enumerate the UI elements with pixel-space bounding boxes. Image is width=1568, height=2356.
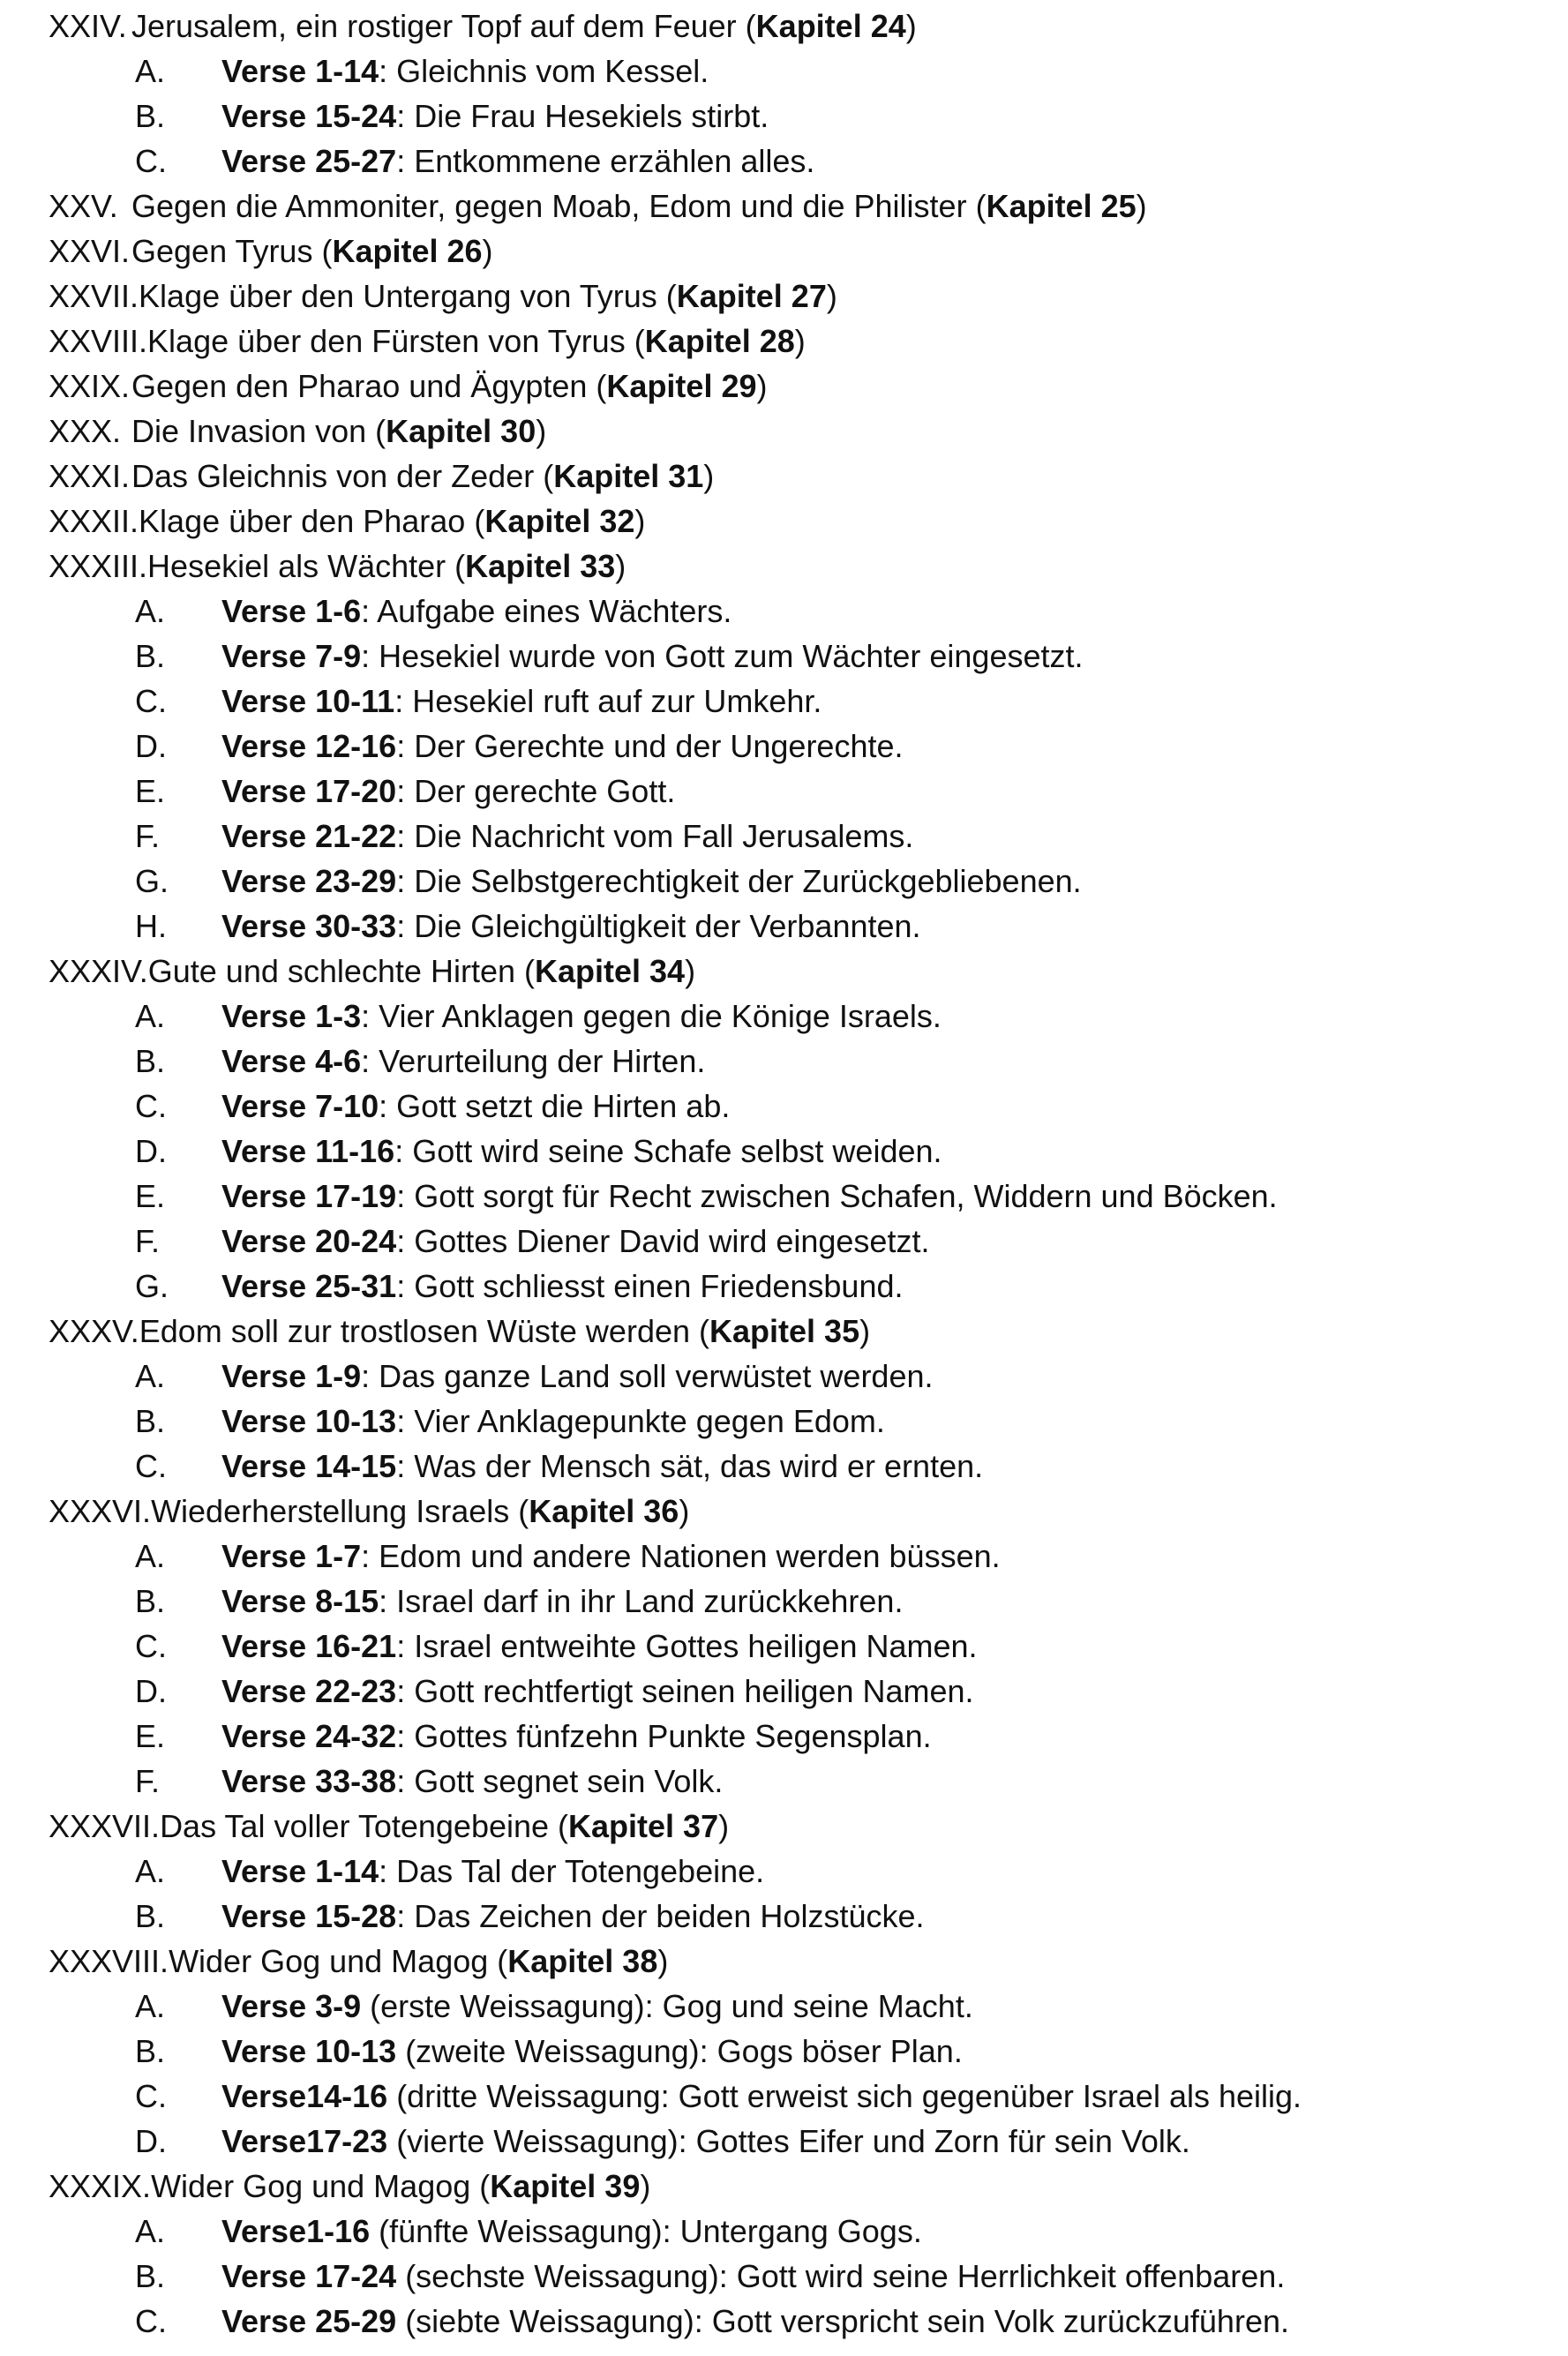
outline-item xyxy=(135,634,1084,679)
outline-item xyxy=(135,1219,929,1264)
verse-range: Verse 3-9 xyxy=(221,1988,362,2024)
item-text: : Verurteilung der Hirten. xyxy=(361,1043,706,1079)
outline-item xyxy=(135,1399,885,1444)
outline-item xyxy=(135,679,822,724)
section-numeral: XXXI. xyxy=(49,458,131,494)
item-text: (sechste Weissagung): Gott wird seine Herrlichkeit offenbaren. xyxy=(396,2258,1286,2294)
outline-item xyxy=(135,1714,932,1759)
outline-item xyxy=(135,1849,764,1894)
verse-range: Verse14-16 xyxy=(221,2078,388,2114)
outline-item xyxy=(135,2119,1190,2164)
item-letter: C. xyxy=(135,683,167,719)
outline-item xyxy=(135,139,814,184)
section-numeral: XXXIX. xyxy=(49,2168,152,2204)
verse-range: Verse 12-16 xyxy=(221,728,397,764)
section-title: Klage über den Untergang von Tyrus xyxy=(139,278,657,314)
item-text: : Gott segnet sein Volk. xyxy=(396,1763,724,1799)
chapter-ref: Kapitel 39 xyxy=(490,2168,641,2204)
outline-item xyxy=(135,94,769,139)
outline-item xyxy=(135,2254,1285,2299)
outline-item xyxy=(135,1534,1001,1579)
outline-item xyxy=(135,49,709,94)
section-title: Gute und schlechte Hirten xyxy=(147,953,515,989)
item-letter: B. xyxy=(135,1043,166,1079)
outline-item xyxy=(135,2209,922,2254)
verse-range: Verse 8-15 xyxy=(221,1583,379,1619)
section-numeral: XXXVIII. xyxy=(49,1943,169,1979)
item-letter: D. xyxy=(135,2123,167,2159)
outline-item xyxy=(135,1264,904,1309)
item-letter: B. xyxy=(135,1898,166,1934)
chapter-ref: Kapitel 31 xyxy=(553,458,704,494)
item-text: : Das Tal der Totengebeine. xyxy=(379,1853,765,1889)
verse-range: Verse 7-9 xyxy=(221,638,362,674)
outline-item xyxy=(135,589,731,634)
item-text: : Gottes fünfzehn Punkte Segensplan. xyxy=(396,1718,932,1754)
item-text: (zweite Weissagung): Gogs böser Plan. xyxy=(396,2033,963,2069)
outline-section: XXIV. Jerusalem, ein rostiger Topf auf dem Feuer (Kapitel 24) xyxy=(49,4,917,49)
chapter-ref: Kapitel 30 xyxy=(386,413,536,449)
outline-item xyxy=(135,769,675,814)
outline-item xyxy=(135,1579,903,1624)
item-text: : Was der Mensch sät, das wird er ernten. xyxy=(396,1448,984,1484)
item-text: (erste Weissagung): Gog und seine Macht. xyxy=(361,1988,973,2024)
chapter-ref: Kapitel 24 xyxy=(755,8,906,44)
item-letter: E. xyxy=(135,1718,166,1754)
section-numeral: XXV. xyxy=(49,188,118,224)
item-letter: E. xyxy=(135,773,166,809)
verse-range: Verse 16-21 xyxy=(221,1628,397,1664)
verse-range: Verse 22-23 xyxy=(221,1673,397,1709)
verse-range: Verse 24-32 xyxy=(221,1718,397,1754)
section-title: Gegen die Ammoniter, gegen Moab, Edom und die Philister xyxy=(131,188,967,224)
verse-range: Verse 1-14 xyxy=(221,1853,379,1889)
item-letter: D. xyxy=(135,728,167,764)
chapter-ref: Kapitel 25 xyxy=(986,188,1137,224)
item-letter: B. xyxy=(135,98,166,134)
item-letter: D. xyxy=(135,1133,167,1169)
verse-range: Verse 10-13 xyxy=(221,1403,397,1439)
verse-range: Verse 7-10 xyxy=(221,1088,379,1124)
outline-section: XXXV.Edom soll zur trostlosen Wüste werden (Kapitel 35) xyxy=(49,1309,870,1354)
outline-item xyxy=(135,1894,925,1939)
item-text: : Die Gleichgültigkeit der Verbannten. xyxy=(396,908,921,944)
verse-range: Verse 33-38 xyxy=(221,1763,397,1799)
verse-range: Verse 1-14 xyxy=(221,53,379,89)
section-numeral: XXXV. xyxy=(49,1313,139,1349)
verse-range: Verse 20-24 xyxy=(221,1223,397,1259)
item-text: : Vier Anklagepunkte gegen Edom. xyxy=(396,1403,885,1439)
verse-range: Verse 30-33 xyxy=(221,908,397,944)
outline-section: XXXI.Das Gleichnis von der Zeder (Kapitel 31) xyxy=(49,454,714,499)
item-letter: C. xyxy=(135,143,167,179)
item-text: : Gott wird seine Schafe selbst weiden. xyxy=(394,1133,942,1169)
verse-range: Verse 25-27 xyxy=(221,143,397,179)
outline-item xyxy=(135,1039,705,1084)
item-letter: C. xyxy=(135,2303,167,2339)
section-numeral: XXXIII. xyxy=(49,548,148,584)
item-text: : Hesekiel wurde von Gott zum Wächter eingesetzt. xyxy=(361,638,1084,674)
item-text: : Israel darf in ihr Land zurückkehren. xyxy=(379,1583,904,1619)
outline-section: XXXVIII.Wider Gog und Magog (Kapitel 38) xyxy=(49,1939,668,1984)
item-letter: A. xyxy=(135,1853,166,1889)
section-numeral: XXVIII. xyxy=(49,323,148,359)
verse-range: Verse 25-31 xyxy=(221,1268,397,1304)
chapter-ref: Kapitel 32 xyxy=(484,503,635,539)
verse-range: Verse 17-19 xyxy=(221,1178,397,1214)
section-title: Das Gleichnis von der Zeder xyxy=(131,458,535,494)
item-letter: C. xyxy=(135,1628,167,1664)
section-numeral: XXIX. xyxy=(49,368,131,404)
outline-item xyxy=(135,1669,974,1714)
outline-item xyxy=(135,1174,1278,1219)
outline-section: XXXII.Klage über den Pharao (Kapitel 32) xyxy=(49,499,645,544)
item-letter: C. xyxy=(135,2078,167,2114)
item-text: : Edom und andere Nationen werden büssen. xyxy=(361,1538,1001,1574)
chapter-ref: Kapitel 38 xyxy=(507,1943,658,1979)
outline-item xyxy=(135,2074,1302,2119)
verse-range: Verse1-16 xyxy=(221,2213,371,2249)
item-letter: A. xyxy=(135,1358,166,1394)
item-text: : Der Gerechte und der Ungerechte. xyxy=(396,728,904,764)
item-text: : Entkommene erzählen alles. xyxy=(396,143,815,179)
outline-section: XXX. Die Invasion von (Kapitel 30) xyxy=(49,409,546,454)
verse-range: Verse 17-24 xyxy=(221,2258,397,2294)
item-letter: B. xyxy=(135,2033,166,2069)
item-letter: C. xyxy=(135,1088,167,1124)
section-numeral: XXIV. xyxy=(49,8,127,44)
item-letter: G. xyxy=(135,863,169,899)
verse-range: Verse 10-13 xyxy=(221,2033,397,2069)
chapter-ref: Kapitel 36 xyxy=(529,1493,679,1529)
item-letter: A. xyxy=(135,1988,166,2024)
outline-section: XXXVII.Das Tal voller Totengebeine (Kapitel 37) xyxy=(49,1804,729,1849)
section-title: Jerusalem, ein rostiger Topf auf dem Feuer xyxy=(131,8,737,44)
section-numeral: XXX. xyxy=(49,413,122,449)
outline-section: XXVI.Gegen Tyrus (Kapitel 26) xyxy=(49,229,493,274)
section-numeral: XXXVI. xyxy=(49,1493,152,1529)
outline-section: XXVIII.Klage über den Fürsten von Tyrus (Kapitel 28) xyxy=(49,319,806,364)
outline-item xyxy=(135,2029,963,2074)
item-letter: E. xyxy=(135,1178,166,1214)
verse-range: Verse 15-24 xyxy=(221,98,397,134)
verse-range: Verse 1-3 xyxy=(221,998,362,1034)
item-text: : Der gerechte Gott. xyxy=(396,773,676,809)
section-numeral: XXVII. xyxy=(49,278,139,314)
outline-section: XXV. Gegen die Ammoniter, gegen Moab, Edom und die Philister (Kapitel 25) xyxy=(49,184,1147,229)
outline-section: XXXIII.Hesekiel als Wächter (Kapitel 33) xyxy=(49,544,626,589)
chapter-ref: Kapitel 34 xyxy=(534,953,686,989)
outline-item xyxy=(135,2299,1289,2344)
outline-item xyxy=(135,724,904,769)
item-text: : Die Frau Hesekiels stirbt. xyxy=(396,98,769,134)
item-text: : Gott sorgt für Recht zwischen Schafen, Widdern und Böcken. xyxy=(396,1178,1278,1214)
outline-item xyxy=(135,1624,978,1669)
item-letter: D. xyxy=(135,1673,167,1709)
chapter-ref: Kapitel 28 xyxy=(644,323,795,359)
verse-range: Verse 1-6 xyxy=(221,593,362,629)
item-text: : Das Zeichen der beiden Holzstücke. xyxy=(396,1898,925,1934)
outline-section: XXIX.Gegen den Pharao und Ägypten (Kapitel 29) xyxy=(49,364,768,409)
item-letter: A. xyxy=(135,53,166,89)
outline-item xyxy=(135,1444,983,1489)
item-text: : Gott schliesst einen Friedensbund. xyxy=(396,1268,904,1304)
item-letter: B. xyxy=(135,2258,166,2294)
section-title: Wiederherstellung Israels xyxy=(151,1493,510,1529)
outline-section: XXXVI.Wiederherstellung Israels (Kapitel 36) xyxy=(49,1489,689,1534)
item-letter: C. xyxy=(135,1448,167,1484)
item-text: : Aufgabe eines Wächters. xyxy=(361,593,732,629)
section-numeral: XXXVII. xyxy=(49,1808,161,1844)
chapter-ref: Kapitel 37 xyxy=(568,1808,719,1844)
section-title: Die Invasion von xyxy=(131,413,367,449)
outline-item xyxy=(135,1129,942,1174)
section-numeral: XXXII. xyxy=(49,503,139,539)
item-text: : Israel entweihte Gottes heiligen Namen. xyxy=(396,1628,978,1664)
outline-section: XXXIX.Wider Gog und Magog (Kapitel 39) xyxy=(49,2164,650,2209)
chapter-ref: Kapitel 29 xyxy=(606,368,757,404)
outline-section: XXVII.Klage über den Untergang von Tyrus (Kapitel 27) xyxy=(49,274,837,319)
item-text: : Die Selbstgerechtigkeit der Zurückgebliebenen. xyxy=(396,863,1082,899)
item-text: (vierte Weissagung): Gottes Eifer und Zorn für sein Volk. xyxy=(387,2123,1190,2159)
outline-item xyxy=(135,904,921,949)
item-text: (fünfte Weissagung): Untergang Gogs. xyxy=(370,2213,922,2249)
item-text: (siebte Weissagung): Gott verspricht sein Volk zurückzuführen. xyxy=(396,2303,1289,2339)
section-title: Wider Gog und Magog xyxy=(169,1943,489,1979)
outline-item xyxy=(135,859,1082,904)
item-letter: F. xyxy=(135,1763,161,1799)
verse-range: Verse17-23 xyxy=(221,2123,388,2159)
section-title: Gegen Tyrus xyxy=(131,233,313,269)
item-letter: B. xyxy=(135,1583,166,1619)
chapter-ref: Kapitel 27 xyxy=(676,278,827,314)
outline-item xyxy=(135,1084,730,1129)
verse-range: Verse 11-16 xyxy=(221,1133,395,1169)
verse-range: Verse 1-7 xyxy=(221,1538,362,1574)
verse-range: Verse 21-22 xyxy=(221,818,397,854)
verse-range: Verse 15-28 xyxy=(221,1898,397,1934)
verse-range: Verse 17-20 xyxy=(221,773,397,809)
section-title: Wider Gog und Magog xyxy=(151,2168,471,2204)
verse-range: Verse 1-9 xyxy=(221,1358,362,1394)
section-title: Klage über den Pharao xyxy=(139,503,466,539)
verse-range: Verse 23-29 xyxy=(221,863,397,899)
item-letter: A. xyxy=(135,593,166,629)
item-letter: F. xyxy=(135,818,161,854)
item-letter: A. xyxy=(135,998,166,1034)
verse-range: Verse 4-6 xyxy=(221,1043,362,1079)
section-title: Gegen den Pharao und Ägypten xyxy=(131,368,588,404)
outline-item xyxy=(135,1984,973,2029)
section-title: Hesekiel als Wächter xyxy=(147,548,446,584)
item-letter: H. xyxy=(135,908,167,944)
item-letter: A. xyxy=(135,2213,166,2249)
verse-range: Verse 10-11 xyxy=(221,683,395,719)
item-letter: A. xyxy=(135,1538,166,1574)
section-title: Klage über den Fürsten von Tyrus xyxy=(147,323,626,359)
chapter-ref: Kapitel 33 xyxy=(465,548,616,584)
item-text: : Das ganze Land soll verwüstet werden. xyxy=(361,1358,934,1394)
item-letter: B. xyxy=(135,638,166,674)
item-letter: F. xyxy=(135,1223,161,1259)
section-numeral: XXVI. xyxy=(49,233,131,269)
item-text: : Gottes Diener David wird eingesetzt. xyxy=(396,1223,930,1259)
item-text: : Die Nachricht vom Fall Jerusalems. xyxy=(396,818,914,854)
item-text: : Hesekiel ruft auf zur Umkehr. xyxy=(394,683,822,719)
outline-item xyxy=(135,1759,723,1804)
outline-item xyxy=(135,1354,934,1399)
outline-item xyxy=(135,814,913,859)
outline-section: XXXIV.Gute und schlechte Hirten (Kapitel 34) xyxy=(49,949,695,994)
section-title: Das Tal voller Totengebeine xyxy=(160,1808,550,1844)
chapter-ref: Kapitel 26 xyxy=(332,233,483,269)
chapter-ref: Kapitel 35 xyxy=(709,1313,860,1349)
outline-item xyxy=(135,994,942,1039)
item-text: : Gleichnis vom Kessel. xyxy=(379,53,709,89)
item-letter: B. xyxy=(135,1403,166,1439)
item-letter: G. xyxy=(135,1268,169,1304)
item-text: (dritte Weissagung: Gott erweist sich gegenüber Israel als heilig. xyxy=(387,2078,1302,2114)
item-text: : Gott rechtfertigt seinen heiligen Namen. xyxy=(396,1673,974,1709)
section-numeral: XXXIV. xyxy=(49,953,148,989)
section-title: Edom soll zur trostlosen Wüste werden xyxy=(139,1313,691,1349)
item-text: : Gott setzt die Hirten ab. xyxy=(379,1088,731,1124)
verse-range: Verse 25-29 xyxy=(221,2303,397,2339)
verse-range: Verse 14-15 xyxy=(221,1448,397,1484)
item-text: : Vier Anklagen gegen die Könige Israels. xyxy=(361,998,942,1034)
